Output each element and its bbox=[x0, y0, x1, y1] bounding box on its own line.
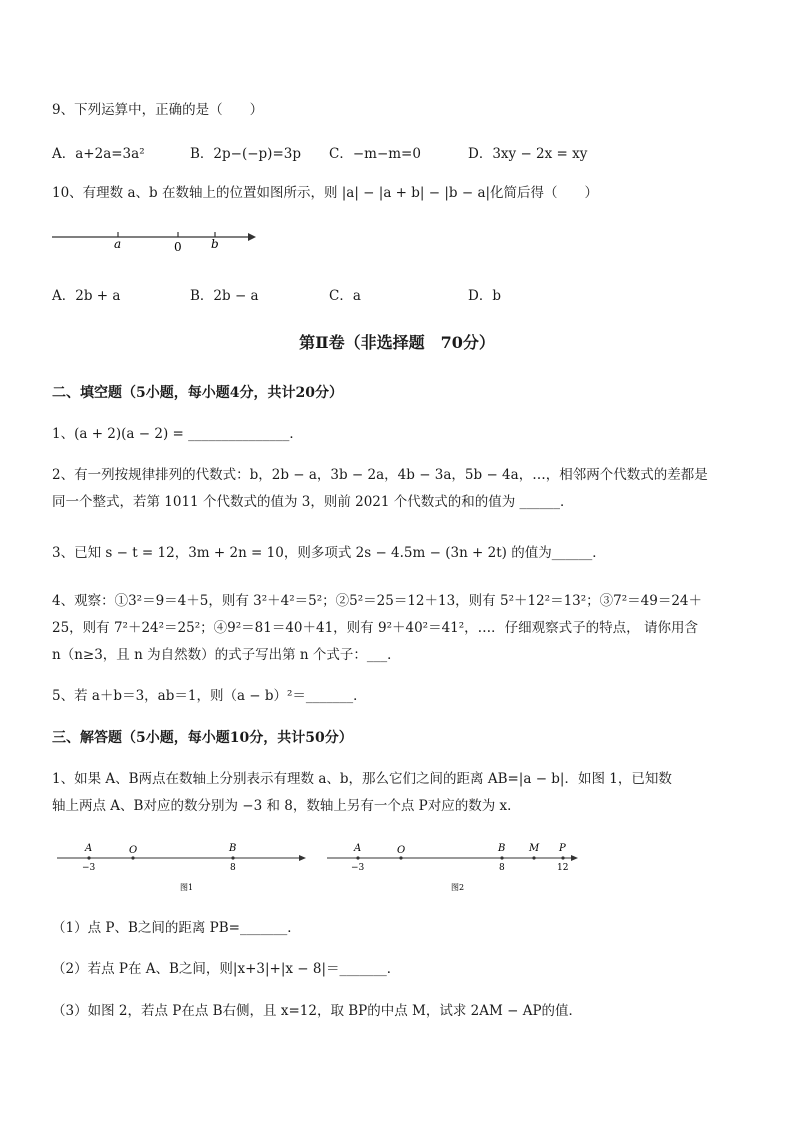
fig2-point-p bbox=[561, 856, 564, 859]
q9-option-c: C．−m−m=0 bbox=[329, 146, 421, 162]
fig1-tick-8: 8 bbox=[230, 863, 236, 873]
part2-title: 第Ⅱ卷（非选择题 70分） bbox=[299, 333, 495, 352]
fig1-label-b: B bbox=[229, 843, 237, 854]
s2-q2-line1: 2、有一列按规律排列的代数式：b，2b − a，3b − 2a，4b − 3a，5b − 4a，…，相邻两个代数式的差都是 bbox=[52, 467, 708, 483]
s2-q5: 5、若 a＋b＝3，ab＝1，则（a − b）²＝_______． bbox=[52, 688, 367, 704]
section2-heading: 二、填空题（5小题，每小题4分，共计20分） bbox=[52, 385, 343, 401]
section3-heading: 三、解答题（5小题，每小题10分，共计50分） bbox=[52, 730, 353, 746]
q10-label-b: b bbox=[211, 237, 219, 251]
s2-q1: 1、(a + 2)(a − 2) = _______________． bbox=[52, 426, 303, 442]
fig2-point-m bbox=[532, 856, 535, 859]
q9-option-d: D．3xy − 2x = xy bbox=[468, 146, 588, 162]
figure-2 bbox=[325, 840, 587, 896]
fig2-label-o: O bbox=[397, 845, 406, 856]
s2-q2-line2: 同一个整式，若第 1011 个代数式的值为 3，则前 2021 个代数式的和的值为 ______． bbox=[52, 494, 574, 510]
q10-axis-arrow-icon bbox=[248, 233, 256, 241]
q10-number-line bbox=[50, 226, 265, 256]
fig1-point-a bbox=[87, 856, 90, 859]
fig2-point-a bbox=[356, 856, 359, 859]
fig1-point-b bbox=[231, 856, 234, 859]
fig1-label-a: A bbox=[85, 843, 93, 854]
fig2-caption: 图2 bbox=[451, 883, 465, 892]
fig2-label-b: B bbox=[498, 843, 506, 854]
q10-option-a: A．2b + a bbox=[52, 288, 121, 304]
q9-stem: 9、下列运算中，正确的是（ ） bbox=[52, 102, 264, 118]
s3-q1-line2: 轴上两点 A、B对应的数分别为 −3 和 8，数轴上另有一个点 P对应的数为 x． bbox=[52, 798, 521, 814]
fig2-tick-12: 12 bbox=[557, 863, 569, 873]
s2-q4-line2: 25，则有 7²＋24²＝25²；④9²＝81＝40＋41，则有 9²＋40²＝41²，…．仔细观察式子的特点， 请你用含 bbox=[52, 620, 698, 636]
fig1-tick-neg3: −3 bbox=[82, 863, 96, 873]
q10-options bbox=[52, 284, 752, 304]
fig2-tick-neg3: −3 bbox=[351, 863, 365, 873]
fig2-label-p: P bbox=[559, 843, 566, 854]
s2-q3: 3、已知 s − t = 12，3m + 2n = 10，则多项式 2s − 4.5m − (3n + 2t) 的值为______． bbox=[52, 545, 606, 561]
fig2-label-a: A bbox=[354, 843, 362, 854]
fig2-axis-arrow-icon bbox=[571, 855, 578, 861]
q10-option-c: C．a bbox=[329, 288, 361, 304]
s3-sub3: （3）如图 2，若点 P在点 B右侧，且 x=12，取 BP的中点 M，试求 2AM − AP的值． bbox=[52, 1003, 583, 1019]
fig2-label-m: M bbox=[529, 843, 540, 854]
q10-stem: 10、有理数 a、b 在数轴上的位置如图所示，则 |a| − |a + b| − |b − a|化简后得（ ） bbox=[52, 185, 599, 201]
q10-label-a: a bbox=[114, 237, 122, 251]
q10-option-b: B．2b − a bbox=[190, 288, 259, 304]
s2-q4-line3: n（n≥3，且 n 为自然数）的式子写出第 n 个式子：___． bbox=[52, 647, 401, 663]
fig1-caption: 图1 bbox=[180, 883, 194, 892]
q9-option-b: B．2p−(−p)=3p bbox=[190, 146, 301, 162]
s3-sub1: （1）点 P、B之间的距离 PB=_______． bbox=[52, 920, 301, 936]
fig2-tick-8: 8 bbox=[499, 863, 505, 873]
q10-option-d: D．b bbox=[468, 288, 501, 304]
s2-q4-line1: 4、观察：①3²＝9＝4＋5，则有 3²＋4²＝5²；②5²＝25＝12＋13，则有 5²＋12²＝13²；③7²＝49＝24＋ bbox=[52, 593, 703, 609]
fig1-label-o: O bbox=[129, 845, 138, 856]
q9-option-a: A．a+2a=3a² bbox=[52, 146, 145, 162]
s3-q1-line1: 1、如果 A、B两点在数轴上分别表示有理数 a、b，那么它们之间的距离 AB=|a − b|．如图 1，已知数 bbox=[52, 771, 672, 787]
q9-options bbox=[52, 142, 752, 162]
figure-1 bbox=[55, 840, 315, 896]
fig2-point-b bbox=[500, 856, 503, 859]
s3-sub2: （2）若点 P在 A、B之间，则|x+3|+|x − 8|＝_______． bbox=[52, 961, 401, 977]
q10-label-0: 0 bbox=[174, 240, 182, 254]
fig1-point-o bbox=[131, 856, 134, 859]
fig1-axis-arrow-icon bbox=[299, 855, 306, 861]
fig2-point-o bbox=[399, 856, 402, 859]
